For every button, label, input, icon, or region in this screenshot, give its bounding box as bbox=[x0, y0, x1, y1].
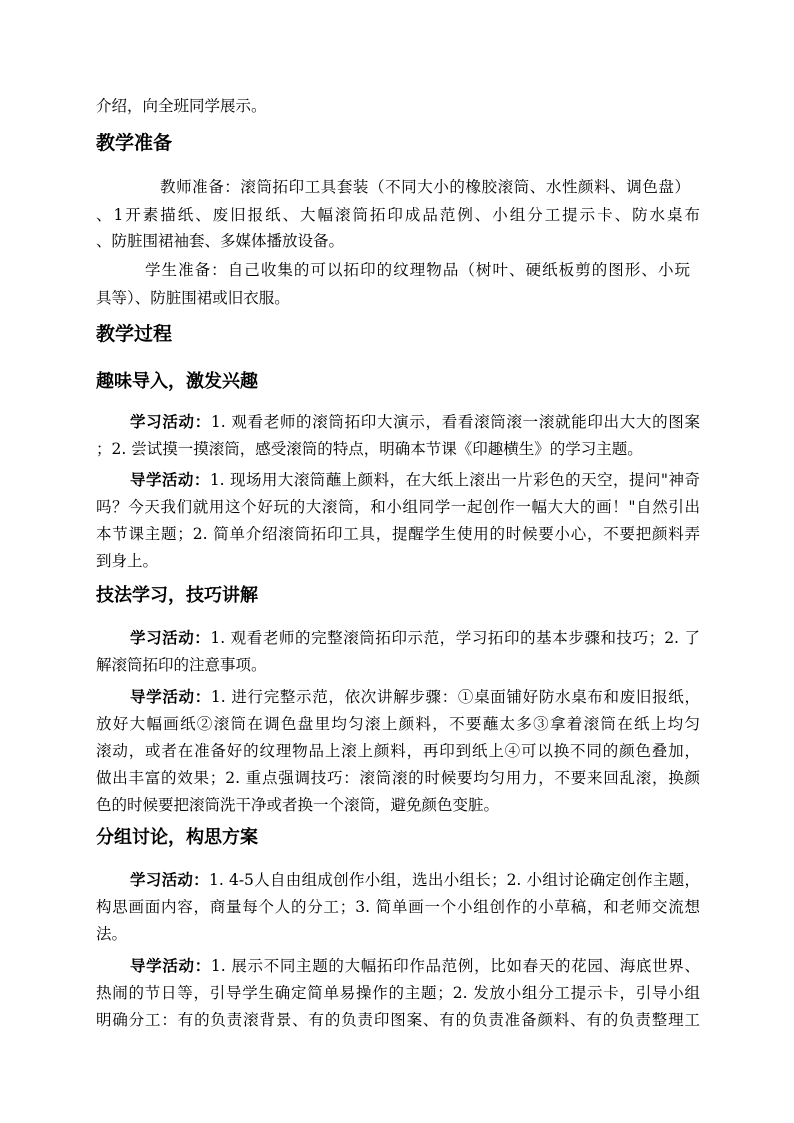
section-title-process: 教学过程 bbox=[96, 323, 173, 345]
section-title-preparation: 教学准备 bbox=[96, 132, 173, 154]
s3-learn-line-2: 构思画面内容，商量每个人的分工；3. 简单画一个小组创作的小草稿，和老师交流想 bbox=[96, 898, 700, 916]
s2-guide-line-1: 导学活动：1. 进行完整示范，依次讲解步骤：①桌面铺好防水桌布和废旧报纸， bbox=[130, 687, 700, 706]
guide-activity-label: 导学活动： bbox=[130, 956, 211, 975]
intro-tail-text: 介绍，向全班同学展示。 bbox=[96, 97, 267, 115]
s3-guide-line-1: 导学活动：1. 展示不同主题的大幅拓印作品范例，比如春天的花园、海底世界、 bbox=[130, 956, 700, 975]
s1-learn-line-1: 学习活动：1. 观看老师的滚筒拓印大演示，看看滚筒滚一滚就能印出大大的图案 bbox=[130, 412, 700, 431]
s1-guide-line-4: 到身上。 bbox=[96, 552, 159, 570]
subsection-title-intro: 趣味导入，激发兴趣 bbox=[96, 371, 258, 392]
s2-guide-line-4: 做出丰富的效果；2. 重点强调技巧：滚筒滚的时候要均匀用力，不要来回乱滚，换颜 bbox=[96, 769, 700, 787]
subsection-title-discussion: 分组讨论，构思方案 bbox=[96, 827, 258, 848]
s1-guide-line-1: 导学活动：1. 现场用大滚筒蘸上颜料，在大纸上滚出一片彩色的天空，提问"神奇 bbox=[130, 470, 700, 489]
s1-learn-line-2: ；2. 尝试摸一摸滚筒，感受滚筒的特点，明确本节课《印趣横生》的学习主题。 bbox=[96, 440, 643, 458]
teacher-prep-line-3: 、防脏围裙袖套、多媒体播放设备。 bbox=[96, 232, 345, 250]
s3-guide-line-2: 热闹的节日等，引导学生确定简单易操作的主题；2. 发放小组分工提示卡，引导小组 bbox=[96, 984, 700, 1002]
s2-guide-line-2: 放好大幅画纸②滚筒在调色盘里均匀滚上颜料，不要蘸太多③拿着滚筒在纸上均匀 bbox=[96, 715, 700, 733]
learning-activity-label: 学习活动： bbox=[130, 628, 211, 647]
s2-learn-line-1: 学习活动：1. 观看老师的完整滚筒拓印示范，学习拓印的基本步骤和技巧；2. 了 bbox=[130, 628, 700, 647]
s1-guide-line-2: 吗？今天我们就用这个好玩的大滚筒，和小组同学一起创作一幅大大的画！"自然引出 bbox=[96, 498, 700, 516]
guide-activity-label: 导学活动： bbox=[130, 687, 211, 706]
teacher-prep-line-1: 教师准备：滚筒拓印工具套装（不同大小的橡胶滚筒、水性颜料、调色盘） bbox=[160, 178, 690, 196]
student-prep-line-2: 具等）、防脏围裙或旧衣服。 bbox=[96, 289, 290, 307]
teacher-prep-line-2: 、1开素描纸、废旧报纸、大幅滚筒拓印成品范例、小组分工提示卡、防水桌布 bbox=[96, 206, 700, 224]
s2-guide-line-5: 色的时候要把滚筒洗干净或者换一个滚筒，避免颜色变脏。 bbox=[96, 796, 500, 814]
student-prep-line-1: 学生准备：自己收集的可以拓印的纹理物品（树叶、硬纸板剪的图形、小玩 bbox=[145, 261, 690, 279]
s2-guide-line-3: 滚动，或者在准备好的纹理物品上滚上颜料，再印到纸上④可以换不同的颜色叠加， bbox=[96, 742, 700, 760]
s3-guide-line-3: 明确分工：有的负责滚背景、有的负责印图案、有的负责准备颜料、有的负责整理工 bbox=[96, 1011, 700, 1029]
s1-guide-line-3: 本节课主题；2. 简单介绍滚筒拓印工具，提醒学生使用的时候要小心，不要把颜料弄 bbox=[96, 525, 700, 543]
subsection-title-technique: 技法学习，技巧讲解 bbox=[96, 585, 258, 606]
s2-learn-line-2: 解滚筒拓印的注意事项。 bbox=[96, 656, 267, 674]
s3-learn-line-1: 学习活动：1. 4-5人自由组成创作小组，选出小组长；2. 小组讨论确定创作主题， bbox=[130, 870, 700, 889]
guide-activity-label: 导学活动： bbox=[130, 470, 210, 489]
learning-activity-label: 学习活动： bbox=[130, 870, 209, 889]
learning-activity-label: 学习活动： bbox=[130, 412, 211, 431]
s3-learn-line-3: 法。 bbox=[96, 925, 128, 943]
